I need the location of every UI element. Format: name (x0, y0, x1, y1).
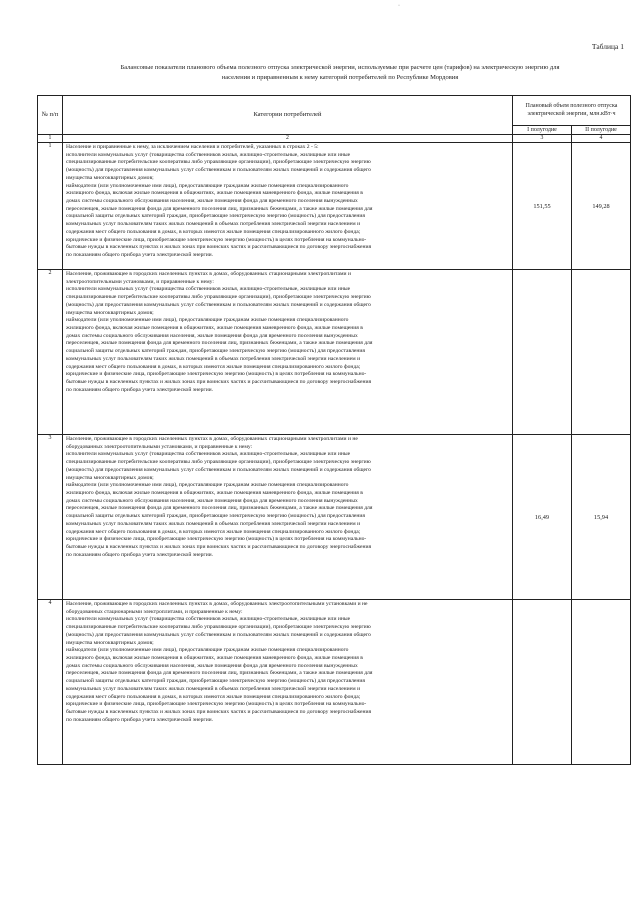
category-line: содержания мест общего пользования в домах, в которых имеются жилые помещения специализированного жилого фонда; (66, 228, 361, 235)
category-line: юридические и физические лица, приобретающие электрическую энергию (мощность) в целях потребления на коммунально- (66, 536, 367, 543)
table-row (38, 143, 631, 270)
category-line: (мощность) для предоставления коммунальных услуг собственникам и пользователям жилых помещений и содержания общего (66, 631, 371, 638)
category-line: жилищного фонда, включая жилые помещения в общежитиях, жилые помещения маневренного фонда, жилые помещения в (66, 325, 363, 332)
category-line: Население, проживающее в городских населенных пунктах в домах, оборудованных электроотопительными установками и не (66, 601, 368, 607)
category-line: содержания мест общего пользования в домах, в которых имеются жилые помещения специализированного жилого фонда; (66, 363, 361, 370)
category-line: Население и приравненные к нему, за исключением населения и потребителей, указанных в строках 2 - 5: (66, 144, 319, 150)
row-value-half-2 (572, 270, 631, 435)
row-value-half-1: 16,49 (513, 435, 572, 600)
header-category: Категории потребителей (63, 96, 513, 135)
category-line: социальной защиты отдельных категорий граждан, приобретающие электрическую энергию (мощность) для предоставления (66, 348, 365, 355)
category-line: коммунальных услуг пользователям таких жилых помещений в объемах потребления электрической энергии населением и (66, 355, 361, 362)
header-row (38, 96, 631, 126)
category-line: коммунальных услуг пользователям таких жилых помещений в объемах потребления электрической энергии населением и (66, 685, 361, 692)
table-row (38, 270, 631, 435)
category-line: исполнители коммунальных услуг (товарищества собственников жилья, жилищно-строительные, жилищные или иные (66, 616, 351, 623)
category-line: исполнители коммунальных услуг (товарищества собственников жилья, жилищно-строительные, жилищные или иные (66, 151, 351, 158)
row-value-half-2 (572, 600, 631, 765)
category-line: специализированные потребительские кооперативы либо управляющие организации), приобретающие электрическую энергию (66, 459, 371, 466)
category-line: социальной защиты отдельных категорий граждан, приобретающие электрическую энергию (мощность) для предоставления (66, 213, 365, 220)
category-line: бытовые нужды в населенных пунктах и жилых зонах при воинских частях и рассчитывающиеся по договору энергоснабжения (66, 244, 372, 251)
table-row (38, 600, 631, 765)
header-half-1: I полугодие (513, 126, 572, 135)
row-category-text (63, 143, 513, 270)
index-cell-2: 2 (63, 135, 513, 143)
category-line: домах системы социального обслуживания населения, жилые помещения фонда для временного поселения вынужденных (66, 198, 358, 205)
category-line: юридические и физические лица, приобретающие электрическую энергию (мощность) в целях потребления на коммунально- (66, 236, 367, 243)
category-line: юридические и физические лица, приобретающие электрическую энергию (мощность) в целях потребления на коммунально- (66, 371, 367, 378)
header-num: № п/п (38, 96, 63, 135)
category-line: переселенцев, жилые помещения фонда для временного поселения лиц, признанных беженцами, а также жилые помещения для (66, 205, 373, 212)
row-category-text (63, 600, 513, 765)
table-caption (60, 63, 620, 83)
category-line: исполнители коммунальных услуг (товарищества собственников жилья, жилищно-строительные, жилищные или иные (66, 286, 351, 293)
category-line: имущества многоквартирных домов; (66, 174, 154, 181)
category-line: по показаниям общего прибора учета электрической энергии. (66, 551, 214, 558)
category-line: бытовые нужды в населенных пунктах и жилых зонах при воинских частях и рассчитывающиеся по договору энергоснабжения (66, 709, 372, 716)
category-line: социальной защиты отдельных категорий граждан, приобретающие электрическую энергию (мощность) для предоставления (66, 678, 365, 685)
category-line: наймодатели (или уполномоченные ими лица), предоставляющие гражданам жилые помещения специализированного (66, 317, 349, 324)
category-line: переселенцев, жилые помещения фонда для временного поселения лиц, признанных беженцами, а также жилые помещения для (66, 340, 373, 347)
category-line: юридические и физические лица, приобретающие электрическую энергию (мощность) в целях потребления на коммунально- (66, 701, 367, 708)
category-line: специализированные потребительские кооперативы либо управляющие организации), приобретающие электрическую энергию (66, 294, 371, 301)
category-line: специализированные потребительские кооперативы либо управляющие организации), приобретающие электрическую энергию (66, 624, 371, 631)
index-cell-4: 4 (572, 135, 631, 143)
row-value-half-1 (513, 600, 572, 765)
category-line: наймодатели (или уполномоченные ими лица), предоставляющие гражданам жилые помещения специализированного (66, 647, 349, 654)
header-half-2: II полугодие (572, 126, 631, 135)
category-line: переселенцев, жилые помещения фонда для временного поселения лиц, признанных беженцами, а также жилые помещения для (66, 670, 373, 677)
category-line: Население, проживающее в городских населенных пунктах в домах, оборудованных стационарными электроплитами и (66, 271, 351, 277)
row-category-text (63, 435, 513, 600)
category-line: бытовые нужды в населенных пунктах и жилых зонах при воинских частях и рассчитывающиеся по договору энергоснабжения (66, 544, 372, 551)
category-line: имущества многоквартирных домов; (66, 474, 154, 481)
category-line: электроотопительными установками, и приравненные к нему: (66, 278, 214, 285)
category-line: домах системы социального обслуживания населения, жилые помещения фонда для временного поселения вынужденных (66, 497, 358, 504)
category-line: жилищного фонда, включая жилые помещения в общежитиях, жилые помещения маневренного фонда, жилые помещения в (66, 490, 363, 497)
row-number: 3 (38, 435, 63, 600)
table-number: Таблица 1 (591, 42, 624, 51)
category-line: по показаниям общего прибора учета электрической энергии. (66, 386, 214, 393)
balance-table (37, 95, 631, 765)
category-line: Население, проживающее в городских населенных пунктах в домах, оборудованных стационарными электроплитами и не (66, 436, 358, 442)
index-row (38, 135, 631, 143)
category-line: социальной защиты отдельных категорий граждан, приобретающие электрическую энергию (мощность) для предоставления (66, 513, 365, 520)
header-volume: Плановый объем полезного отпуска электрической энергии, млн.кВт·ч (513, 96, 631, 126)
index-cell-3: 3 (513, 135, 572, 143)
index-cell-1: 1 (38, 135, 63, 143)
table-body (38, 143, 631, 765)
category-line: оборудованных электроотопительными установками, и приравненные к нему: (66, 443, 253, 450)
category-line: жилищного фонда, включая жилые помещения в общежитиях, жилые помещения маневренного фонда, жилые помещения в (66, 655, 363, 662)
category-line: содержания мест общего пользования в домах, в которых имеются жилые помещения специализированного жилого фонда; (66, 693, 361, 700)
category-line: коммунальных услуг пользователям таких жилых помещений в объемах потребления электрической энергии населением и (66, 520, 361, 527)
top-mark: · (398, 3, 400, 9)
category-line: по показаниям общего прибора учета электрической энергии. (66, 252, 214, 259)
category-line: переселенцев, жилые помещения фонда для временного поселения лиц, признанных беженцами, а также жилые помещения для (66, 505, 373, 512)
row-number: 1 (38, 143, 63, 270)
category-line: специализированные потребительские кооперативы либо управляющие организации), приобретающие электрическую энергию (66, 159, 371, 166)
category-line: коммунальных услуг пользователям таких жилых помещений в объемах потребления электрической энергии населением и (66, 221, 361, 228)
category-line: бытовые нужды в населенных пунктах и жилых зонах при воинских частях и рассчитывающиеся по договору энергоснабжения (66, 379, 372, 386)
row-category-text (63, 270, 513, 435)
category-line: (мощность) для предоставления коммунальных услуг собственникам и пользователям жилых помещений и содержания общего (66, 301, 371, 308)
category-line: домах системы социального обслуживания населения, жилые помещения фонда для временного поселения вынужденных (66, 662, 358, 669)
category-line: по показаниям общего прибора учета электрической энергии. (66, 716, 214, 723)
row-number: 2 (38, 270, 63, 435)
category-line: жилищного фонда, включая жилые помещения в общежитиях, жилые помещения маневренного фонда, жилые помещения в (66, 190, 363, 197)
caption-line-2: населения и приравненным к нему категорий потребителей по Республике Мордовия (221, 74, 459, 81)
category-line: исполнители коммунальных услуг (товарищества собственников жилья, жилищно-строительные, жилищные или иные (66, 451, 351, 458)
row-value-half-2: 149,28 (572, 143, 631, 270)
category-line: (мощность) для предоставления коммунальных услуг собственникам и пользователям жилых помещений и содержания общего (66, 167, 371, 174)
row-value-half-2: 15,94 (572, 435, 631, 600)
category-line: домах системы социального обслуживания населения, жилые помещения фонда для временного поселения вынужденных (66, 332, 358, 339)
category-line: имущества многоквартирных домов; (66, 639, 154, 646)
row-value-half-1 (513, 270, 572, 435)
category-line: имущества многоквартирных домов; (66, 309, 154, 316)
category-line: (мощность) для предоставления коммунальных услуг собственникам и пользователям жилых помещений и содержания общего (66, 466, 371, 473)
category-line: наймодатели (или уполномоченные ими лица), предоставляющие гражданам жилые помещения специализированного (66, 182, 349, 189)
category-line: содержания мест общего пользования в домах, в которых имеются жилые помещения специализированного жилого фонда; (66, 528, 361, 535)
caption-line-1: Балансовые показатели планового объема полезного отпуска электрической энергии, используемые при расчете цен (тарифов) на электрическую энергию для (120, 64, 560, 71)
row-number: 4 (38, 600, 63, 765)
table-row (38, 435, 631, 600)
category-line: оборудованных стационарными электроплитами, и приравненные к нему: (66, 608, 243, 615)
category-line: наймодатели (или уполномоченные ими лица), предоставляющие гражданам жилые помещения специализированного (66, 482, 349, 489)
row-value-half-1: 151,55 (513, 143, 572, 270)
